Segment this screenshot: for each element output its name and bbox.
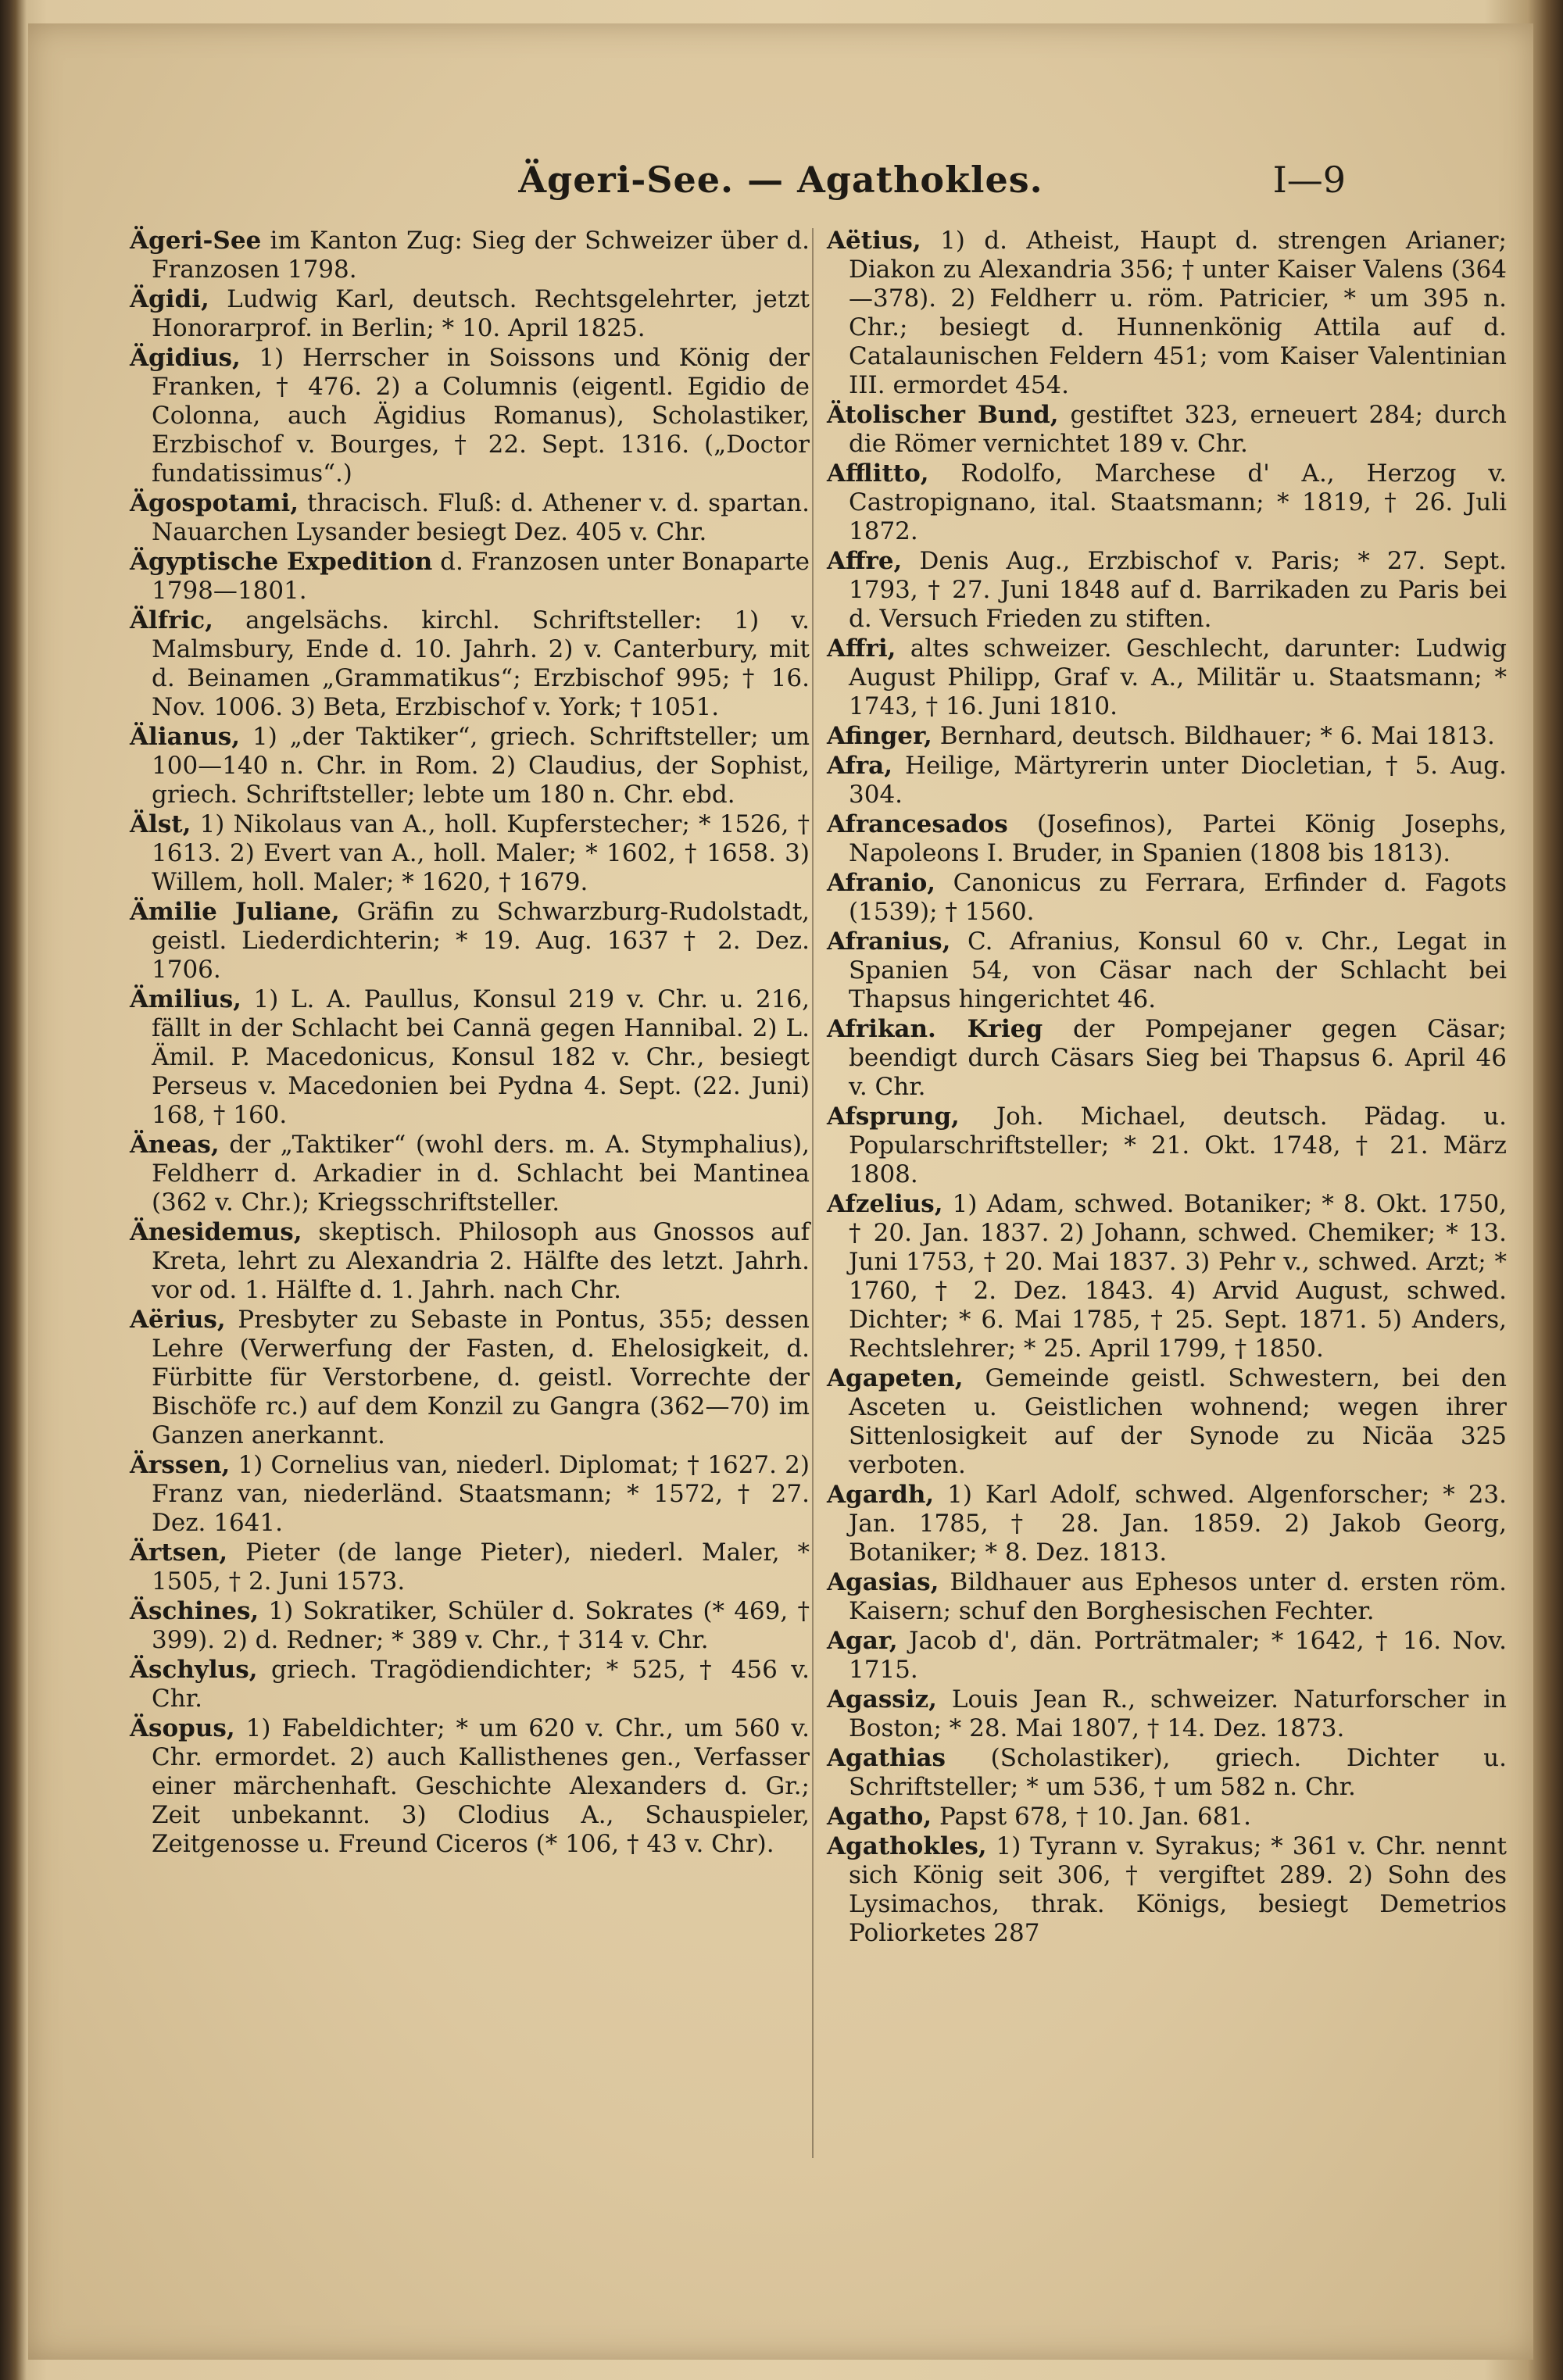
entry-text: der Pompejaner gegen Cäsar; beendigt durch Cäsars Sieg bei Thapsus 6. April 46 v. Chr. xyxy=(849,1015,1508,1101)
entry-headword: Afrancesados xyxy=(827,810,1008,838)
lexicon-entry xyxy=(827,722,1507,751)
lexicon-entry xyxy=(827,927,1507,1014)
entry-headword: Affri, xyxy=(827,634,896,663)
entry-headword: Ämilie Juliane, xyxy=(130,898,340,926)
entry-text: Jacob d', dän. Porträtmaler; * 1642, † 16. Nov. 1715. xyxy=(849,1627,1507,1684)
entry-headword: Ägeri-See xyxy=(130,227,262,255)
entry-text: der „Taktiker“ (wohl ders. m. A. Stymphalius), Feldherr d. Arkadier in d. Schlacht bei Mantinea (362 v. Chr.); Kriegsschriftsteller. xyxy=(152,1131,810,1217)
lexicon-entry xyxy=(827,869,1507,927)
entry-text: (Josefinos), Partei König Josephs, Napoleons I. Bruder, in Spanien (1808 bis 1813). xyxy=(849,810,1508,867)
lexicon-entry xyxy=(130,1218,810,1305)
lexicon-entry xyxy=(827,1832,1507,1948)
lexicon-entry xyxy=(130,1538,810,1596)
entry-headword: Änesidemus, xyxy=(130,1218,302,1246)
entry-text: (Scholastiker), griech. Dichter u. Schriftsteller; * um 536, † um 582 n. Chr. xyxy=(849,1744,1507,1801)
lexicon-entry xyxy=(827,1627,1507,1685)
lexicon-entry xyxy=(130,1714,810,1859)
entry-text: Pieter (de lange Pieter), niederl. Maler, * 1505, † 2. Juni 1573. xyxy=(152,1538,810,1596)
lexicon-entry xyxy=(827,1190,1507,1363)
entry-text: Heilige, Märtyrerin unter Diocletian, † 5. Aug. 304. xyxy=(849,752,1507,809)
entry-headword: Affre, xyxy=(827,547,903,575)
lexicon-entry xyxy=(827,1568,1507,1626)
entry-headword: Afranius, xyxy=(827,927,951,956)
lexicon-entry xyxy=(827,1015,1507,1102)
page-title: Ägeri-See. — Agathokles. xyxy=(518,159,1043,201)
lexicon-entry xyxy=(130,723,810,809)
lexicon-entry xyxy=(130,1451,810,1538)
lexicon-entry xyxy=(827,1102,1507,1189)
lexicon-entry xyxy=(130,548,810,606)
entry-text: gestiftet 323, erneuert 284; durch die Römer vernichtet 189 v. Chr. xyxy=(849,401,1507,458)
lexicon-entry xyxy=(130,285,810,343)
lexicon-entry xyxy=(130,898,810,985)
entry-text: Louis Jean R., schweizer. Naturforscher in Boston; * 28. Mai 1807, † 14. Dez. 1873. xyxy=(849,1685,1507,1742)
lexicon-page xyxy=(28,23,1533,2360)
lexicon-entry xyxy=(827,459,1507,546)
lexicon-entry xyxy=(130,1656,810,1714)
lexicon-entry xyxy=(827,1803,1507,1831)
entry-headword: Afrikan. Krieg xyxy=(827,1015,1043,1043)
entry-headword: Äschylus, xyxy=(130,1656,258,1684)
lexicon-entry xyxy=(827,1364,1507,1480)
entry-headword: Agardh, xyxy=(827,1481,935,1509)
entry-headword: Afsprung, xyxy=(827,1102,960,1131)
entry-text: d. Franzosen unter Bonaparte 1798—1801. xyxy=(152,548,810,605)
entry-headword: Afra, xyxy=(827,752,893,780)
entry-text: 1) Fabeldichter; * um 620 v. Chr., um 560 v. Chr. ermordet. 2) auch Kallisthenes gen., Verfasser einer märchenhaft. Geschichte Alexanders d. Gr.; Zeit unbekannt. 3) Clodius A., Schauspieler, Zeitgenosse u. Freund Ciceros (* 106, † 43 v. Chr). xyxy=(152,1714,810,1858)
lexicon-entry xyxy=(130,227,810,284)
entry-text: angelsächs. kirchl. Schriftsteller: 1) v. Malmsbury, Ende d. 10. Jahrh. 2) v. Canterbury, mit d. Beinamen „Grammatikus“; Erzbischof 995; † 16. Nov. 1006. 3) Beta, Erzbischof v. York; † 1051. xyxy=(152,606,810,721)
entry-headword: Äschines, xyxy=(130,1597,259,1625)
entry-text: Bildhauer aus Ephesos unter d. ersten röm. Kaisern; schuf den Borghesischen Fechter. xyxy=(849,1568,1507,1625)
entry-headword: Ägidius, xyxy=(130,344,241,372)
entry-text: 1) Cornelius van, niederl. Diplomat; † 1627. 2) Franz van, niederländ. Staatsmann; * 1572, † 27. Dez. 1641. xyxy=(152,1451,810,1537)
entry-text: Ludwig Karl, deutsch. Rechtsgelehrter, jetzt Honorarprof. in Berlin; * 10. April 1825. xyxy=(152,285,810,342)
entry-text: 1) L. A. Paullus, Konsul 219 v. Chr. u. 216, fällt in der Schlacht bei Cannä gegen Hannibal. 2) L. Ämil. P. Macedonicus, Konsul 182 v. Chr., besiegt Perseus v. Macedonien bei Pydna 4. Sept. (22. Juni) 168, † 160. xyxy=(152,985,810,1129)
entry-headword: Agassiz, xyxy=(827,1685,937,1714)
entry-headword: Ärtsen, xyxy=(130,1538,228,1567)
entry-text: Canonicus zu Ferrara, Erfinder d. Fagots (1539); † 1560. xyxy=(849,869,1507,926)
running-head xyxy=(28,148,1533,211)
entry-headword: Afflitto, xyxy=(827,459,929,488)
entry-text: altes schweizer. Geschlecht, darunter: Ludwig August Philipp, Graf v. A., Militär u. Staatsmann; * 1743, † 16. Juni 1810. xyxy=(849,634,1508,720)
lexicon-entry xyxy=(827,752,1507,809)
page-number: I—9 xyxy=(1272,159,1346,201)
lexicon-entry xyxy=(130,344,810,488)
entry-headword: Ätolischer Bund, xyxy=(827,401,1059,429)
entry-headword: Agasias, xyxy=(827,1568,939,1596)
entry-headword: Agathias xyxy=(827,1744,946,1772)
entry-headword: Äneas, xyxy=(130,1131,220,1159)
entry-headword: Aërius, xyxy=(130,1306,226,1334)
lexicon-entry xyxy=(827,810,1507,868)
entry-headword: Agathokles, xyxy=(827,1832,987,1860)
entry-headword: Älianus, xyxy=(130,723,241,751)
entry-headword: Agapeten, xyxy=(827,1364,964,1392)
entry-text: skeptisch. Philosoph aus Gnossos auf Kreta, lehrt zu Alexandria 2. Hälfte des letzt. Jahrh. vor od. 1. Hälfte d. 1. Jahrh. nach Chr. xyxy=(152,1218,810,1304)
lexicon-entry xyxy=(130,1306,810,1450)
entry-text: Bernhard, deutsch. Bildhauer; * 6. Mai 1813. xyxy=(939,722,1495,750)
lexicon-entry xyxy=(827,547,1507,634)
entry-text: 1) Adam, schwed. Botaniker; * 8. Okt. 1750, † 20. Jan. 1837. 2) Johann, schwed. Chemiker; * 13. Juni 1753, † 20. Mai 1837. 3) Pehr v., schwed. Arzt; * 1760, † 2. Dez. 1843. 4) Arvid August, schwed. Dichter; * 6. Mai 1785, † 25. Sept. 1871. 5) Anders, Rechtslehrer; * 25. April 1799, † 1850. xyxy=(849,1190,1507,1363)
entry-headword: Ägospotami, xyxy=(130,489,299,517)
entry-text: Denis Aug., Erzbischof v. Paris; * 27. Sept. 1793, † 27. Juni 1848 auf d. Barrikaden zu Paris bei d. Versuch Frieden zu stiften. xyxy=(849,547,1508,633)
entry-headword: Afranio, xyxy=(827,869,936,897)
entry-text: 1) Herrscher in Soissons und König der Franken, † 476. 2) a Columnis (eigentl. Egidio de Colonna, auch Ägidius Romanus), Scholastiker, Erzbischof v. Bourges, † 22. Sept. 1316. („Doctor fundatissimus“.) xyxy=(152,344,810,488)
entry-text: Joh. Michael, deutsch. Pädag. u. Popularschriftsteller; * 21. Okt. 1748, † 21. März 1808. xyxy=(849,1102,1508,1188)
lexicon-entry xyxy=(130,1131,810,1217)
entry-text: 1) d. Atheist, Haupt d. strengen Arianer; Diakon zu Alexandria 356; † unter Kaiser Valens (364—378). 2) Feldherr u. röm. Patricier, * um 395 n. Chr.; besiegt d. Hunnenkönig Attila auf d. Catalaunischen Feldern 451; vom Kaiser Valentinian III. ermordet 454. xyxy=(849,227,1507,399)
lexicon-entry xyxy=(827,1744,1507,1802)
entry-text: 1) Tyrann v. Syrakus; * 361 v. Chr. nennt sich König seit 306, † vergiftet 289. 2) Sohn des Lysimachos, thrak. Königs, besiegt Demetrios Poliorketes 287 xyxy=(849,1832,1507,1947)
entry-headword: Aëtius, xyxy=(827,227,921,255)
lexicon-entry xyxy=(130,1597,810,1655)
entry-text: Gräfin zu Schwarzburg-Rudolstadt, geistl. Liederdichterin; * 19. Aug. 1637 † 2. Dez. 1706. xyxy=(152,898,810,984)
entry-text: Gemeinde geistl. Schwestern, bei den Asceten u. Geistlichen wohnend; wegen ihrer Sittenlosigkeit auf der Synode zu Nicäa 325 verboten. xyxy=(849,1364,1507,1479)
entry-text: C. Afranius, Konsul 60 v. Chr., Legat in Spanien 54, von Cäsar nach der Schlacht bei Thapsus hingerichtet 46. xyxy=(849,927,1508,1013)
entry-headword: Afinger, xyxy=(827,722,932,750)
right-column xyxy=(827,227,1507,1949)
entry-text: thracisch. Fluß: d. Athener v. d. spartan. Nauarchen Lysander besiegt Dez. 405 v. Chr. xyxy=(152,489,810,546)
left-column xyxy=(130,227,810,1860)
lexicon-entry xyxy=(130,985,810,1130)
entry-text: 1) Sokratiker, Schüler d. Sokrates (* 469, † 399). 2) d. Redner; * 389 v. Chr., † 314 v. Chr. xyxy=(152,1597,810,1654)
lexicon-entry xyxy=(827,401,1507,459)
entry-text: 1) „der Taktiker“, griech. Schriftsteller; um 100—140 n. Chr. in Rom. 2) Claudius, der Sophist, griech. Schriftsteller; lebte um 180 n. Chr. ebd. xyxy=(152,723,810,809)
entry-text: Papst 678, † 10. Jan. 681. xyxy=(939,1803,1252,1831)
entry-text: 1) Nikolaus van A., holl. Kupferstecher; * 1526, † 1613. 2) Evert van A., holl. Maler; * 1602, † 1658. 3) Willem, holl. Maler; * 1620, † 1679. xyxy=(152,810,810,896)
entry-text: griech. Tragödiendichter; * 525, † 456 v. Chr. xyxy=(152,1656,810,1713)
entry-text: Presbyter zu Sebaste in Pontus, 355; dessen Lehre (Verwerfung der Fasten, d. Ehelosigkeit, d. Fürbitte für Verstorbene, d. geistl. Vorrechte der Bischöfe rc.) auf dem Konzil zu Gangra (362—70) im Ganzen anerkannt. xyxy=(152,1306,810,1449)
entry-headword: Afzelius, xyxy=(827,1190,943,1218)
lexicon-entry xyxy=(130,810,810,897)
lexicon-entry xyxy=(130,606,810,722)
entry-headword: Agatho, xyxy=(827,1803,932,1831)
entry-text: 1) Karl Adolf, schwed. Algenforscher; * 23. Jan. 1785, † 28. Jan. 1859. 2) Jakob Georg, Botaniker; * 8. Dez. 1813. xyxy=(849,1481,1507,1567)
entry-headword: Ägidi, xyxy=(130,285,209,313)
entry-headword: Agar, xyxy=(827,1627,898,1655)
entry-headword: Ärssen, xyxy=(130,1451,231,1479)
entry-text: Rodolfo, Marchese d' A., Herzog v. Castropignano, ital. Staatsmann; * 1819, † 26. Juli 1872. xyxy=(849,459,1507,545)
column-divider xyxy=(812,228,814,2158)
lexicon-entry xyxy=(827,227,1507,400)
entry-headword: Ämilius, xyxy=(130,985,241,1013)
entry-text: im Kanton Zug: Sieg der Schweizer über d. Franzosen 1798. xyxy=(152,227,810,284)
entry-headword: Ägyptische Expedition xyxy=(130,548,433,576)
lexicon-entry xyxy=(827,1685,1507,1743)
entry-headword: Äsopus, xyxy=(130,1714,235,1742)
entry-headword: Älst, xyxy=(130,810,191,838)
lexicon-entry xyxy=(130,489,810,547)
lexicon-entry xyxy=(827,1481,1507,1567)
lexicon-entry xyxy=(827,634,1507,721)
entry-headword: Älfric, xyxy=(130,606,213,634)
